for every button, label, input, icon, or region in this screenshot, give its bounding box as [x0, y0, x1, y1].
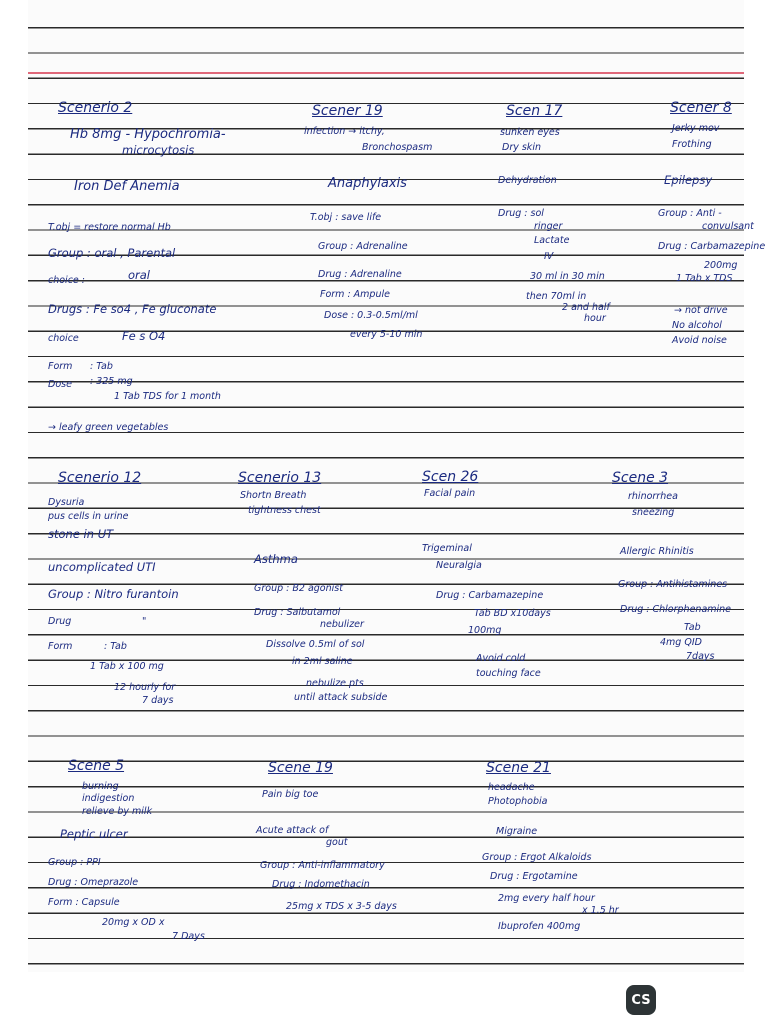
note-heading: Scen 26 [422, 469, 479, 485]
note-line: Pain big toe [262, 789, 319, 800]
note-line: ringer [534, 221, 563, 232]
note-line: Group : Nitro furantoin [48, 587, 179, 601]
note-line: → leafy green vegetables [48, 422, 169, 433]
note-heading: Scen 17 [506, 103, 563, 119]
note-line: convulsant [702, 221, 754, 232]
note-line: IV [544, 251, 554, 262]
note-line: pus cells in urine [48, 511, 129, 522]
note-line: Allergic Rhinitis [620, 546, 694, 557]
note-line: sneezing [632, 507, 675, 518]
note-line: 100mg [468, 625, 502, 636]
note-line: Drug : Carbamazepine [658, 241, 766, 252]
note-line: Jerky mov [672, 123, 720, 134]
note-line: 12 hourly for [114, 682, 176, 693]
note-line: Avoid cold [476, 653, 526, 664]
note-line: Group : Anti - [658, 208, 722, 219]
note-line: 1 Tab TDS for 1 month [114, 391, 221, 402]
note-heading: Scenerio 13 [238, 470, 322, 486]
note-heading: Scener 8 [670, 100, 732, 116]
note-line: Group : PPI [48, 857, 101, 868]
note-heading: Scener 19 [312, 103, 383, 119]
note-line: Lactate [534, 235, 570, 246]
note-line: Hb 8mg - Hypochromia- [70, 127, 226, 142]
note-line: Group : Antihistamines [618, 579, 728, 590]
note-line: Shortn Breath [240, 490, 307, 501]
note-line: 1 Tab x 100 mg [90, 661, 164, 672]
note-line: 7days [686, 651, 715, 662]
note-line: infection → itchy, [304, 126, 385, 137]
note-line: Drugs : Fe so4 , Fe gluconate [48, 302, 217, 316]
note-line: until attack subside [294, 692, 388, 703]
note-line: tightness chest [248, 505, 321, 516]
note-line: Dysuria [48, 497, 85, 508]
note-line: Form : Ampule [320, 289, 390, 300]
note-line: Asthma [254, 552, 298, 566]
note-line: T.obj : save life [310, 212, 382, 223]
note-line: Drug : Salbutamol [254, 607, 341, 618]
note-line: microcytosis [122, 143, 195, 157]
note-heading: Scene 5 [68, 758, 125, 774]
note-line: 1 Tab x TDS [676, 273, 733, 284]
note-line: 7 days [142, 695, 174, 706]
note-line: Migraine [496, 826, 538, 837]
note-line: 2 and half [562, 302, 610, 313]
note-line: No alcohol [672, 320, 722, 331]
note-heading: Scenerio 2 [58, 100, 133, 116]
note-line: headache [488, 782, 535, 793]
note-line: Acute attack of [256, 825, 329, 836]
note-line: Bronchospasm [362, 142, 433, 153]
notebook-page [28, 0, 766, 972]
note-line: uncomplicated UTI [48, 560, 156, 574]
note-line: Drug : Carbamazepine [436, 590, 544, 601]
note-line: Peptic ulcer [60, 827, 128, 841]
note-line: stone in UT [48, 527, 114, 541]
note-line: Dehydration [498, 175, 557, 186]
note-line: choice [48, 333, 79, 344]
note-line: Group : Anti-inflammatory [260, 860, 385, 871]
note-line: : Tab [104, 641, 127, 652]
note-line: T.obj = restore normal Hb [48, 222, 171, 233]
note-line: burning [82, 781, 119, 792]
note-line: nebulize pts [306, 678, 364, 689]
note-line: Form [48, 361, 73, 372]
note-heading: Scene 19 [268, 760, 333, 776]
note-heading: Scene 21 [486, 760, 551, 776]
note-line: Epilepsy [664, 173, 713, 187]
note-line: Form [48, 641, 73, 652]
note-line: Fe s O4 [122, 329, 166, 343]
note-line: Tab [684, 622, 701, 633]
note-line: : 325 mg [90, 376, 133, 387]
note-line: hour [584, 313, 606, 324]
note-line: Dose [48, 379, 72, 390]
note-line: oral [128, 268, 151, 282]
note-line: touching face [476, 668, 541, 679]
note-line: indigestion [82, 793, 135, 804]
note-line: Drug : Omeprazole [48, 877, 139, 888]
note-line: Anaphylaxis [328, 176, 407, 191]
note-line: Neuralgia [436, 560, 482, 571]
note-line: 200mg [704, 260, 738, 271]
note-line: Dry skin [502, 142, 541, 153]
note-line: Trigeminal [422, 543, 472, 554]
note-line: Avoid noise [672, 335, 727, 346]
note-line: 7 Days [172, 931, 205, 942]
note-line: Drug : Ergotamine [490, 871, 578, 882]
note-line: choice : [48, 275, 85, 286]
note-line: Drug : sol [498, 208, 544, 219]
note-line: → not drive [674, 305, 728, 316]
note-line: Photophobia [488, 796, 548, 807]
note-line: Group : Ergot Alkaloids [482, 852, 592, 863]
note-line: then 70ml in [526, 291, 587, 302]
note-line: Group : oral , Parental [48, 246, 176, 260]
note-line: in 2ml saline [292, 656, 353, 667]
note-line: 2mg every half hour [498, 893, 595, 904]
note-line: Tab BD x10days [474, 608, 551, 619]
note-line: Drug : Chlorphenamine [620, 604, 732, 615]
note-line: 25mg x TDS x 3-5 days [286, 901, 397, 912]
note-line: Group : Adrenaline [318, 241, 408, 252]
note-line: 20mg x OD x [102, 917, 165, 928]
note-line: Drug [48, 616, 72, 627]
note-line: 4mg QID [660, 637, 702, 648]
note-line: Frothing [672, 139, 712, 150]
note-line: rhinorrhea [628, 491, 678, 502]
note-line: Iron Def Anemia [74, 179, 180, 194]
note-heading: Scene 3 [612, 470, 669, 486]
note-line: Dose : 0.3-0.5ml/ml [324, 310, 418, 321]
note-heading: Scenerio 12 [58, 470, 142, 486]
note-line: Dissolve 0.5ml of sol [266, 639, 365, 650]
margin-line [28, 72, 744, 74]
note-line: Group : B2 agonist [254, 583, 343, 594]
camscanner-logo: CS [626, 985, 656, 1015]
note-line: " [142, 616, 147, 627]
note-line: sunken eyes [500, 127, 560, 138]
note-line: Facial pain [424, 488, 476, 499]
note-line: Drug : Adrenaline [318, 269, 402, 280]
note-line: 30 ml in 30 min [530, 271, 605, 282]
note-line: gout [326, 837, 348, 848]
note-line: Ibuprofen 400mg [498, 921, 581, 932]
note-line: Form : Capsule [48, 897, 120, 908]
note-line: Drug : Indomethacin [272, 879, 370, 890]
note-line: relieve by milk [82, 806, 153, 817]
note-line: every 5-10 min [350, 329, 423, 340]
note-line: x 1.5 hr [582, 905, 619, 916]
note-line: : Tab [90, 361, 113, 372]
note-line: nebulizer [320, 619, 364, 630]
